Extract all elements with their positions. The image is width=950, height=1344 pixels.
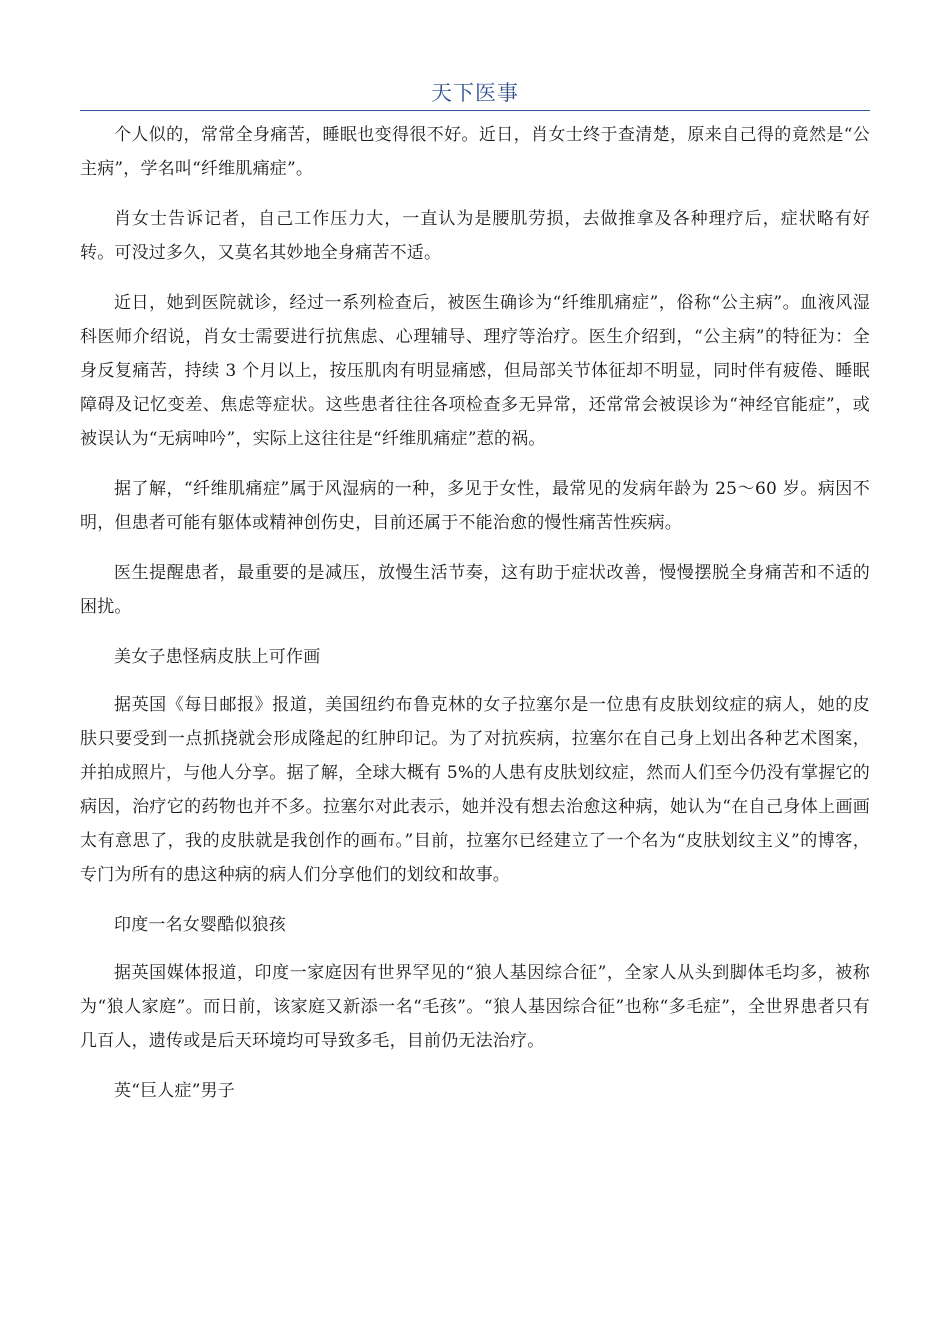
paragraph: 据英国《每日邮报》报道，美国纽约布鲁克林的女子拉塞尔是一位患有皮肤划纹症的病人，她的皮肤只要受到一点抓挠就会形成隆起的红肿印记。为了对抗疾病，拉塞尔在自己身上划出各种艺术图案，并拍成照片，与他人分享。据了解，全球大概有 5%的人患有皮肤划纹症，然而人们至今仍没有掌握它的病因，治疗它的药物也并不多。拉塞尔对此表示，她并没有想去治愈这种病，她认为“在自己身体上画画太有意思了，我的皮肤就是我创作的画布。”目前，拉塞尔已经建立了一个名为“皮肤划纹主义”的博客，专门为所有的患这种病的病人们分享他们的划纹和故事。	[80, 695, 870, 885]
section-heading: 印度一名女婴酷似狼孩	[114, 915, 286, 935]
header-title: 天下医事	[431, 81, 519, 105]
paragraph: 肖女士告诉记者，自己工作压力大，一直认为是腰肌劳损，去做推拿及各种理疗后，症状略有好转。可没过多久，又莫名其妙地全身痛苦不适。	[80, 209, 870, 263]
document-body	[80, 118, 870, 1122]
section-heading: 美女子患怪病皮肤上可作画	[114, 647, 321, 667]
paragraph: 据英国媒体报道，印度一家庭因有世界罕见的“狼人基因综合征”，全家人从头到脚体毛均多，被称为“狼人家庭”。而日前，该家庭又新添一名“毛孩”。“狼人基因综合征”也称“多毛症”，全世界患者只有几百人，遗传或是后天环境均可导致多毛，目前仍无法治疗。	[80, 963, 870, 1051]
section-heading: 英“巨人症”男子	[114, 1081, 235, 1101]
paragraph: 个人似的，常常全身痛苦，睡眠也变得很不好。近日，肖女士终于查清楚，原来自己得的竟然是“公主病”，学名叫“纤维肌痛症”。	[80, 125, 870, 179]
paragraph: 据了解，“纤维肌痛症”属于风湿病的一种，多见于女性，最常见的发病年龄为 25～60 岁。病因不明，但患者可能有躯体或精神创伤史，目前还属于不能治愈的慢性痛苦性疾病。	[80, 479, 870, 533]
page-header	[80, 78, 870, 111]
paragraph: 近日，她到医院就诊，经过一系列检查后，被医生确诊为“纤维肌痛症”，俗称“公主病”。血液风湿科医师介绍说，肖女士需要进行抗焦虑、心理辅导、理疗等治疗。医生介绍到，“公主病”的特征为：全身反复痛苦，持续 3 个月以上，按压肌肉有明显痛感，但局部关节体征却不明显，同时伴有疲倦、睡眠障碍及记忆变差、焦虑等症状。这些患者往往各项检查多无异常，还常常会被误诊为“神经官能症”，或被误认为“无病呻吟”，实际上这往往是“纤维肌痛症”惹的祸。	[80, 293, 870, 449]
paragraph: 医生提醒患者，最重要的是减压，放慢生活节奏，这有助于症状改善，慢慢摆脱全身痛苦和不适的困扰。	[80, 563, 870, 617]
